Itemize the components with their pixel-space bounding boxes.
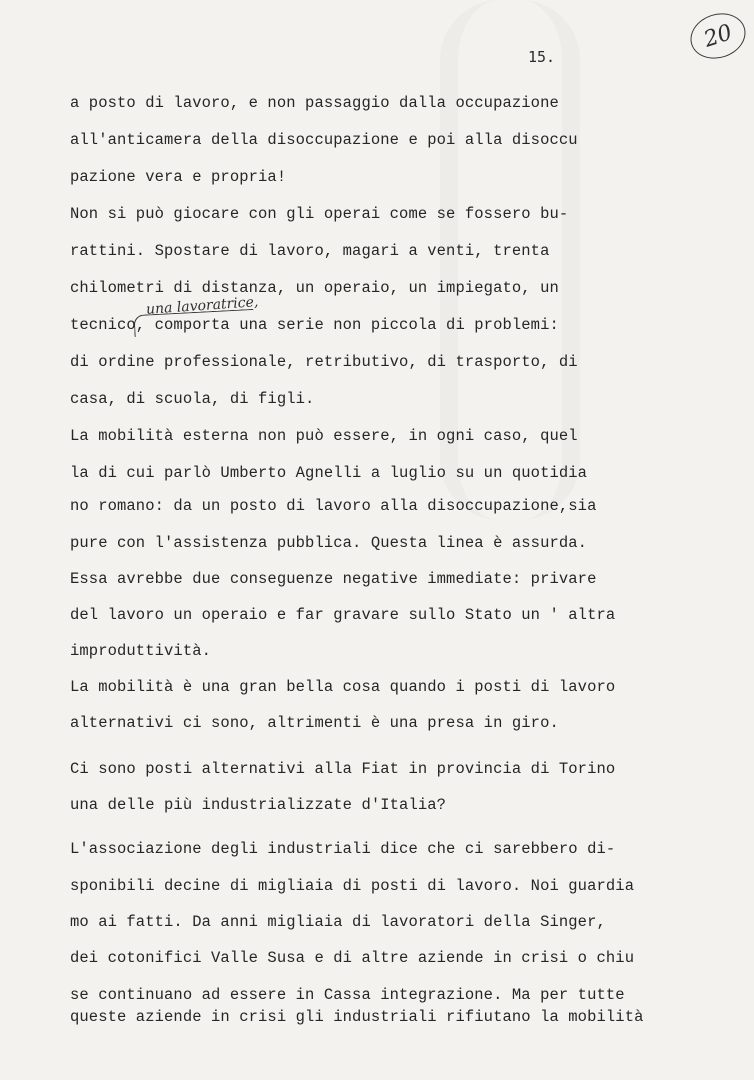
text-line: Ci sono posti alternativi alla Fiat in provincia di Torino bbox=[70, 760, 616, 778]
text-line: rattini. Spostare di lavoro, magari a venti, trenta bbox=[70, 242, 550, 260]
text-line: una delle più industrializzate d'Italia? bbox=[70, 796, 447, 814]
text-line: mo ai fatti. Da anni migliaia di lavoratori della Singer, bbox=[70, 913, 606, 931]
text-line: pure con l'assistenza pubblica. Questa linea è assurda. bbox=[70, 534, 588, 552]
text-line: se continuano ad essere in Cassa integrazione. Ma per tutte bbox=[70, 986, 625, 1004]
handwritten-insertion: una lavoratrice, bbox=[145, 294, 259, 318]
archive-number-stamp bbox=[685, 6, 752, 65]
text-line: chilometri di distanza, un operaio, un impiegato, un bbox=[70, 279, 559, 297]
text-line: dei cotonifici Valle Susa e di altre aziende in crisi o chiu bbox=[70, 949, 635, 967]
text-line: di ordine professionale, retributivo, di trasporto, di bbox=[70, 353, 578, 371]
text-line: sponibili decine di migliaia di posti di lavoro. Noi guardia bbox=[70, 877, 635, 895]
text-line: La mobilità esterna non può essere, in ogni caso, quel bbox=[70, 427, 578, 445]
text-line: La mobilità è una gran bella cosa quando i posti di lavoro bbox=[70, 678, 616, 696]
archive-number: 20 bbox=[700, 19, 736, 53]
text-line: queste aziende in crisi gli industriali rifiutano la mobilità bbox=[70, 1008, 644, 1026]
text-line: Non si può giocare con gli operai come se fossero bu- bbox=[70, 205, 569, 223]
text-line: L'associazione degli industriali dice che ci sarebbero di- bbox=[70, 840, 616, 858]
text-line: Essa avrebbe due conseguenze negative immediate: privare bbox=[70, 570, 597, 588]
page-number: 15. bbox=[528, 48, 556, 66]
text-line: no romano: da un posto di lavoro alla disoccupazione,sia bbox=[70, 497, 597, 515]
text-line: tecnico, comporta una serie non piccola di problemi: bbox=[70, 316, 559, 334]
text-line: pazione vera e propria! bbox=[70, 168, 287, 186]
text-line: la di cui parlò Umberto Agnelli a luglio su un quotidia bbox=[70, 464, 588, 482]
text-line: improduttività. bbox=[70, 642, 212, 660]
text-line: all'anticamera della disoccupazione e poi alla disoccu bbox=[70, 131, 578, 149]
text-line: a posto di lavoro, e non passaggio dalla occupazione bbox=[70, 94, 559, 112]
text-line: casa, di scuola, di figli. bbox=[70, 390, 315, 408]
text-line: del lavoro un operaio e far gravare sullo Stato un ' altra bbox=[70, 606, 616, 624]
text-line: alternativi ci sono, altrimenti è una presa in giro. bbox=[70, 714, 559, 732]
